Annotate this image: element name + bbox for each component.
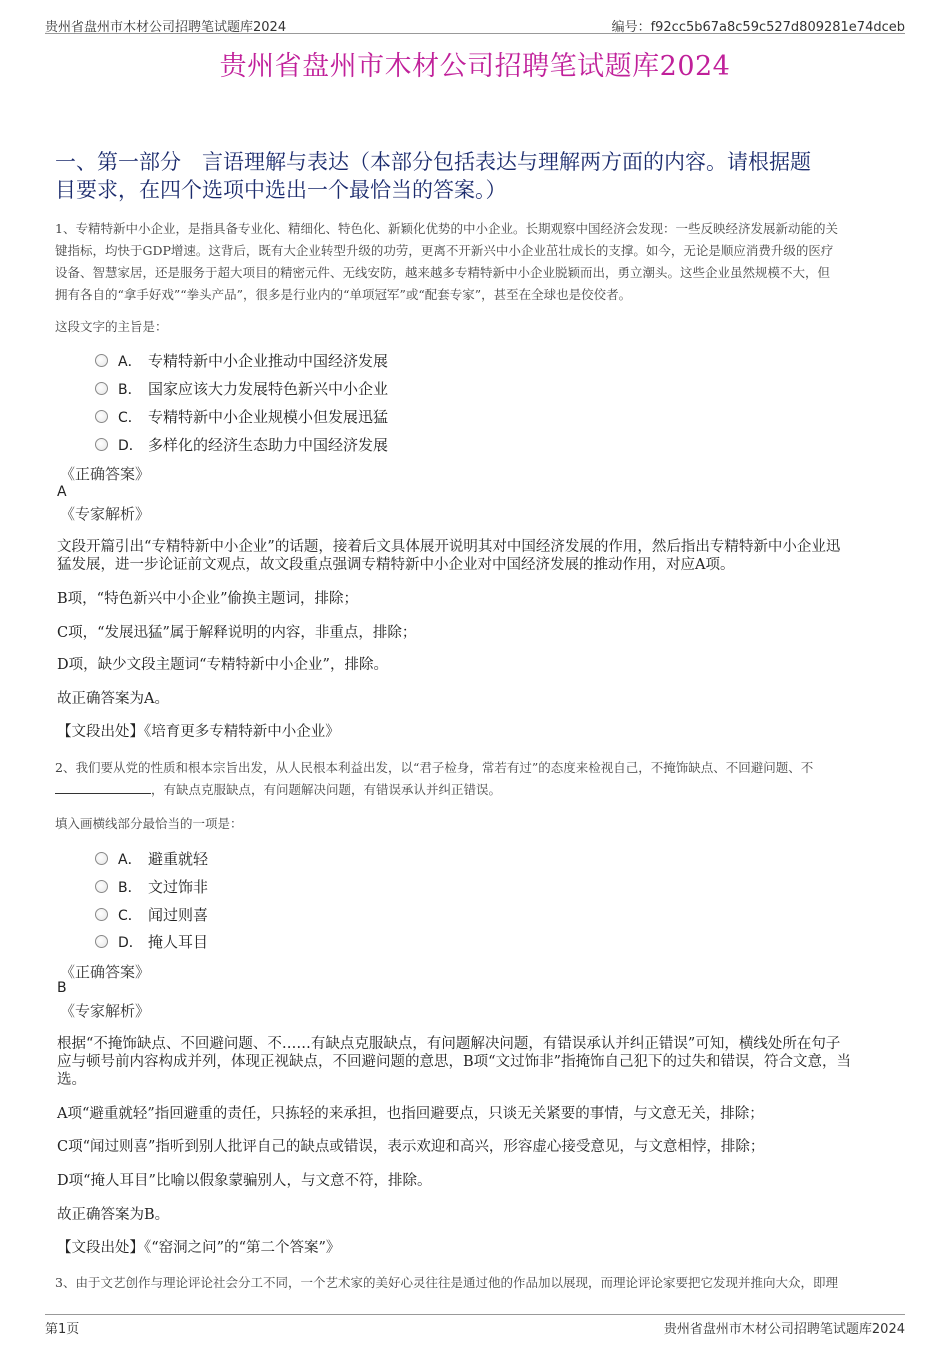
analysis-line: C项“闻过则喜”指听到别人批评自己的缺点或错误，表示欢迎和高兴，形容虚心接受意见，与文意相悖，排除；: [57, 1139, 765, 1155]
option-key: D．: [118, 438, 143, 454]
analysis-conclusion: 故正确答案为A。: [57, 691, 169, 707]
q1-option-d[interactable]: [95, 434, 388, 458]
page-number: 第1页: [45, 1322, 80, 1337]
q1-passage-line: 键指标，均快于GDP增速。这背后，既有大企业转型升级的功劳，更离不开新兴中小企业茁壮成长的支撑。如今，无论是顺应消费升级的医疗: [55, 243, 834, 258]
option-key: C．: [118, 908, 142, 924]
q2-option-b[interactable]: [95, 876, 208, 900]
q1-prompt: 这段文字的主旨是：: [55, 319, 168, 334]
option-key: B．: [118, 880, 142, 896]
q3-passage-line: 3、由于文艺创作与理论评论社会分工不同，一个艺术家的美好心灵往往是通过他的作品加以展现，而理论评论家要把它发现并推向大众，即理: [55, 1275, 838, 1290]
header-doc-id: 编号：f92cc5b67a8c59c527d809281e74dceb: [611, 20, 905, 35]
option-text: 多样化的经济生态助力中国经济发展: [148, 436, 389, 454]
q2-answer-label: 《正确答案》: [60, 963, 151, 981]
q2-analysis-label: 《专家解析》: [60, 1002, 151, 1020]
document-title: 贵州省盘州市木材公司招聘笔试题库2024: [219, 51, 731, 82]
q1-passage-line: 1、专精特新中小企业，是指具备专业化、精细化、特色化、新颖化优势的中小企业。长期观察中国经济会发现：一些反映经济发展新动能的关: [55, 221, 838, 236]
q1-passage-line: 设备、智慧家居，还是服务于超大项目的精密元件、无线安防，越来越多专精特新中小企业脱颖而出，勇立潮头。这些企业虽然规模不大，但: [55, 265, 831, 280]
option-text: 闻过则喜: [148, 906, 209, 924]
radio-icon[interactable]: [95, 410, 108, 423]
q2-analysis-intro: [57, 1035, 893, 1089]
analysis-conclusion: 故正确答案为B。: [57, 1207, 170, 1223]
q2-option-c[interactable]: [95, 904, 208, 928]
q1-analysis-intro: [57, 538, 893, 574]
option-key: B．: [118, 382, 142, 398]
analysis-source: 【文段出处】《培育更多专精特新中小企业》: [57, 724, 340, 740]
option-text: 国家应该大力发展特色新兴中小企业: [148, 380, 389, 398]
option-key: D．: [118, 935, 143, 951]
radio-icon[interactable]: [95, 438, 108, 451]
q2-prompt: 填入画横线部分最恰当的一项是：: [55, 816, 243, 831]
fill-in-blank[interactable]: [55, 782, 151, 794]
analysis-source: 【文段出处】《“窑洞之问”的“第二个答案”》: [57, 1240, 341, 1256]
analysis-line: C项，“发展迅猛”属于解释说明的内容，非重点，排除；: [57, 625, 417, 641]
q1-option-b[interactable]: [95, 378, 388, 402]
q1-option-c[interactable]: [95, 406, 388, 430]
option-text: 文过饰非: [148, 878, 209, 896]
q3-passage: [55, 1272, 895, 1294]
q2-passage: [55, 757, 895, 801]
q1-passage-line: 拥有各自的“拿手好戏”“拳头产品”，很多是行业内的“单项冠军”或“配套专家”，甚至在全球也是佼佼者。: [55, 287, 632, 302]
q1-option-a[interactable]: [95, 350, 388, 374]
q1-answer-label: 《正确答案》: [60, 465, 151, 483]
option-key: A．: [118, 852, 142, 868]
analysis-line: 猛发展，进一步论证前文观点，故文段重点强调专精特新中小企业对中国经济发展的推动作用，对应A项。: [57, 557, 735, 573]
q1-analysis-label: 《专家解析》: [60, 505, 151, 523]
section-heading-line-2: 目要求，在四个选项中选出一个最恰当的答案。）: [55, 178, 507, 202]
option-key: C．: [118, 410, 142, 426]
option-text: 专精特新中小企业规模小但发展迅猛: [148, 408, 389, 426]
analysis-line: D项“掩人耳目”比喻以假象蒙骗别人，与文意不符，排除。: [57, 1173, 432, 1189]
analysis-line: 根据“不掩饰缺点、不回避问题、不……有缺点克服缺点，有问题解决问题，有错误承认并纠正错误”可知，横线处所在句子: [57, 1036, 841, 1052]
q2-passage-line-2: [55, 779, 895, 801]
q2-passage-line: 2、我们要从党的性质和根本宗旨出发，从人民根本利益出发，以“君子检身，常若有过”的态度来检视自己，不掩饰缺点、不回避问题、不: [55, 760, 814, 775]
radio-icon[interactable]: [95, 908, 108, 921]
analysis-line: 文段开篇引出“专精特新中小企业”的话题，接着后文具体展开说明其对中国经济发展的作用，然后指出专精特新中小企业迅: [57, 539, 841, 555]
section-heading: [55, 148, 895, 204]
option-text: 避重就轻: [148, 850, 209, 868]
option-key: A．: [118, 354, 142, 370]
radio-icon[interactable]: [95, 880, 108, 893]
analysis-line: B项，“特色新兴中小企业”偷换主题词，排除；: [57, 591, 358, 607]
q2-option-a[interactable]: [95, 848, 208, 872]
footer-doc-title: 贵州省盘州市木材公司招聘笔试题库2024: [663, 1322, 905, 1337]
radio-icon[interactable]: [95, 852, 108, 865]
q2-passage-line-2-text: ，有缺点克服缺点，有问题解决问题，有错误承认并纠正错误。: [151, 782, 502, 797]
section-heading-line-1: 一、第一部分 言语理解与表达（本部分包括表达与理解两方面的内容。请根据题: [55, 150, 811, 174]
page-footer: [45, 1314, 905, 1337]
q2-option-d[interactable]: [95, 931, 208, 955]
analysis-line: 选。: [57, 1072, 86, 1088]
option-text: 掩人耳目: [148, 933, 209, 951]
q1-passage: [55, 218, 895, 306]
page-header: [45, 14, 905, 34]
analysis-line: D项，缺少文段主题词“专精特新中小企业”，排除。: [57, 657, 388, 673]
q1-answer: A: [57, 484, 67, 500]
q2-answer: B: [57, 980, 67, 996]
analysis-line: 应与顿号前内容构成并列，体现正视缺点，不回避问题的意思，B项“文过饰非”指掩饰自己犯下的过失和错误，符合文意，当: [57, 1054, 851, 1070]
radio-icon[interactable]: [95, 354, 108, 367]
header-doc-title: 贵州省盘州市木材公司招聘笔试题库2024: [45, 20, 287, 35]
radio-icon[interactable]: [95, 935, 108, 948]
radio-icon[interactable]: [95, 382, 108, 395]
analysis-line: A项“避重就轻”指回避重的责任，只拣轻的来承担，也指回避要点，只谈无关紧要的事情，与文意无关，排除；: [57, 1106, 764, 1122]
option-text: 专精特新中小企业推动中国经济发展: [148, 352, 389, 370]
